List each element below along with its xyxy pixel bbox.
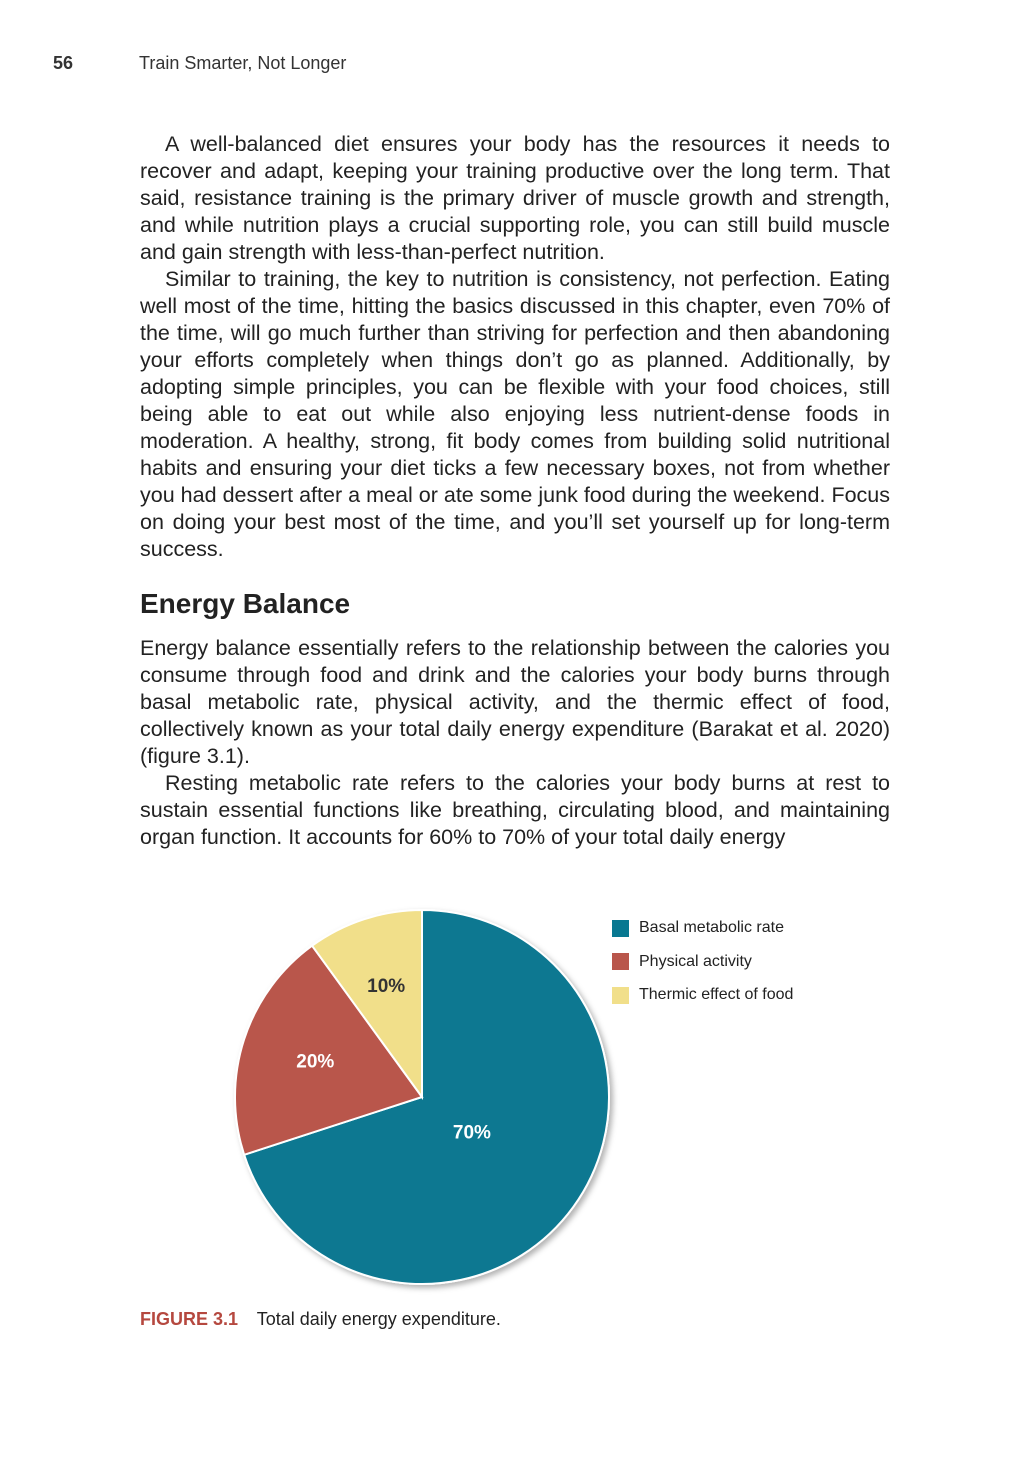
legend-swatch — [612, 953, 629, 970]
figure-number: FIGURE 3.1 — [140, 1309, 239, 1329]
pie-data-label: 10% — [367, 975, 406, 997]
legend-item — [612, 952, 793, 972]
legend-label: Physical activity — [639, 952, 752, 970]
pie-data-label: 20% — [296, 1051, 335, 1073]
pie-data-label: 70% — [452, 1122, 491, 1144]
legend-label: Basal metabolic rate — [639, 919, 784, 936]
paragraph: Resting metabolic rate refers to the calories your body burns at rest to sustain essential functions like breathing, circulating blood, and maintaining organ function. It accounts for 60% to 70% of your total daily energy — [140, 771, 890, 849]
figure-caption — [140, 1309, 501, 1330]
body-text-bottom — [140, 635, 890, 851]
section-heading: Energy Balance — [140, 588, 351, 619]
legend-item — [612, 985, 793, 1005]
legend-swatch — [612, 987, 629, 1004]
paragraph: A well-balanced diet ensures your body has the resources it needs to recover and adapt, keeping your training productive over the long term. That said, resistance training is the primary driver of muscle growth and strength, and while nutrition plays a crucial supporting role, you can still build muscle and gain strength with less-than-perfect nutrition. — [140, 132, 890, 264]
book-title: Train Smarter, Not Longer — [139, 53, 347, 73]
legend-swatch — [612, 920, 629, 937]
paragraph: Energy balance essentially refers to the relationship between the calories you consume through food and drink and the calories your body burns through basal metabolic rate, physical activity, and the thermic effect of food, collectively known as your total daily energy expenditure (Barakat et al. 2020) (figure 3.1). — [140, 636, 890, 768]
body-text-top — [140, 131, 890, 563]
pie-chart — [215, 895, 635, 1315]
chart-legend — [612, 918, 793, 1019]
legend-item — [612, 918, 793, 938]
paragraph: Similar to training, the key to nutrition is consistency, not perfection. Eating well most of the time, hitting the basics discussed in this chapter, even 70% of the time, will go much further than striving for perfection and then abandoning your efforts completely when things don’t go as planned. Additionally, by adopting simple principles, you can be flexible with your food choices, still being able to eat out while also enjoying less nutrient-dense foods in moderation. A healthy, strong, fit body comes from building solid nutritional habits and ensuring your diet ticks a few necessary boxes, not from whether you had dessert after a meal or ate some junk food during the weekend. Focus on doing your best most of the time, and you’ll set yourself up for long-term success. — [140, 267, 890, 561]
legend-label: Thermic effect of food — [639, 986, 794, 1003]
figure-caption-text: Total daily energy expenditure. — [256, 1309, 501, 1329]
page-number: 56 — [53, 53, 74, 73]
